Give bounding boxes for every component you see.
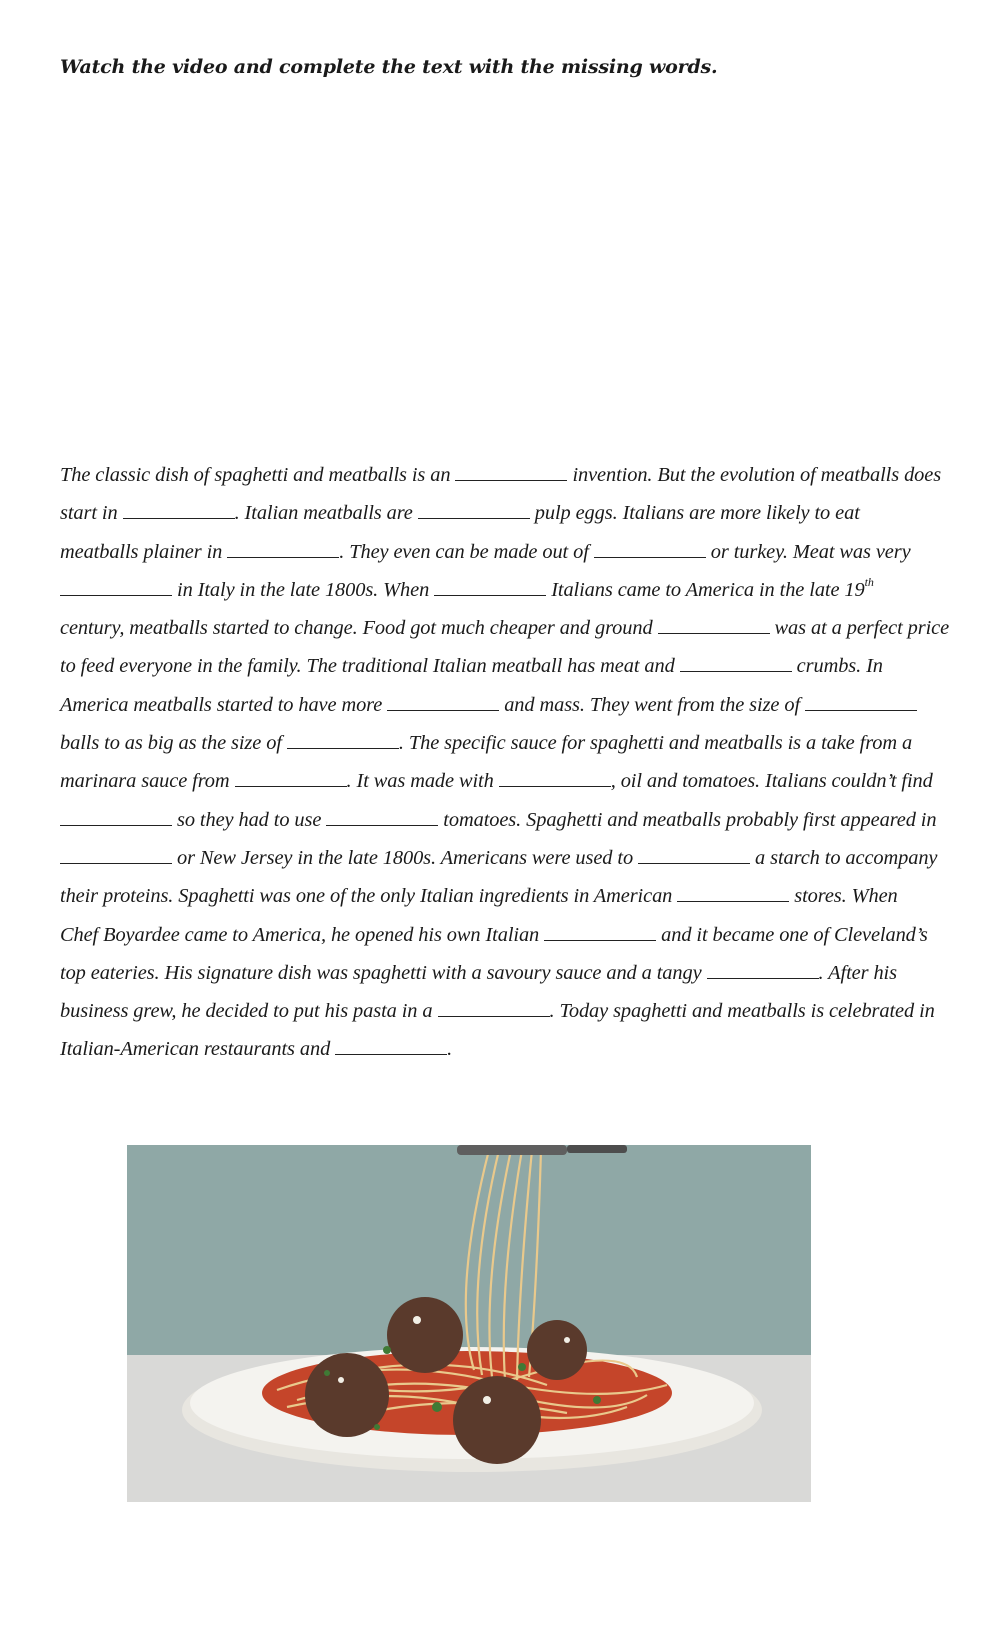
- passage-line: The classic dish of spaghetti and meatballs is an invention. But the evolution of meatballs does: [60, 464, 942, 486]
- passage-line: top eateries. His signature dish was spaghetti with a savoury sauce and a tangy . After his: [60, 961, 897, 984]
- passage-line: to feed everyone in the family. The traditional Italian meatball has meat and crumbs. In: [60, 655, 883, 678]
- passage-line: start in . Italian meatballs are pulp eggs. Italians are more likely to eat: [60, 502, 860, 525]
- passage-line: Chef Boyardee came to America, he opened his own Italian and it became one of Cleveland’s: [60, 923, 928, 946]
- passage-line: so they had to use tomatoes. Spaghetti and meatballs probably first appeared in: [60, 801, 940, 839]
- passage-line: or New Jersey in the late 1800s. Americans were used to a starch to accompany: [60, 839, 940, 877]
- passage-line: marinara sauce from . It was made with , oil and tomatoes. Italians couldn’t find: [60, 770, 933, 793]
- answer-blank[interactable]: [805, 693, 917, 711]
- answer-blank[interactable]: [60, 578, 172, 596]
- answer-blank[interactable]: [60, 808, 172, 826]
- answer-blank[interactable]: [434, 578, 546, 596]
- answer-blank[interactable]: [387, 693, 499, 711]
- answer-blank[interactable]: [438, 999, 550, 1017]
- fill-in-passage: [60, 456, 950, 1069]
- answer-blank[interactable]: [658, 616, 770, 634]
- answer-blank[interactable]: [326, 808, 438, 826]
- instruction-heading: Watch the video and complete the text with the missing words.: [60, 56, 718, 78]
- answer-blank[interactable]: [677, 884, 789, 902]
- passage-line: America meatballs started to have more and mass. They went from the size of: [60, 686, 940, 724]
- passage-line: balls to as big as the size of . The specific sauce for spaghetti and meatballs is a take from a: [60, 732, 913, 755]
- passage-line: their proteins. Spaghetti was one of the only Italian ingredients in American stores. When: [60, 885, 898, 908]
- passage-line: in Italy in the late 1800s. When Italians came to America in the late 19th: [60, 571, 940, 609]
- answer-blank[interactable]: [335, 1037, 447, 1055]
- answer-blank[interactable]: [455, 463, 567, 481]
- answer-blank[interactable]: [60, 846, 172, 864]
- answer-blank[interactable]: [638, 846, 750, 864]
- answer-blank[interactable]: [235, 769, 347, 787]
- passage-line: Italian-American restaurants and .: [60, 1038, 453, 1061]
- answer-blank[interactable]: [227, 540, 339, 558]
- answer-blank[interactable]: [544, 923, 656, 941]
- answer-blank[interactable]: [499, 769, 611, 787]
- spaghetti-meatballs-photo: [127, 1145, 811, 1502]
- answer-blank[interactable]: [418, 501, 530, 519]
- answer-blank[interactable]: [594, 540, 706, 558]
- answer-blank[interactable]: [680, 654, 792, 672]
- passage-line: business grew, he decided to put his pasta in a . Today spaghetti and meatballs is celebrated in: [60, 1000, 935, 1023]
- answer-blank[interactable]: [707, 961, 819, 979]
- passage-line: meatballs plainer in . They even can be made out of or turkey. Meat was very: [60, 540, 911, 563]
- answer-blank[interactable]: [123, 501, 235, 519]
- passage-line: century, meatballs started to change. Food got much cheaper and ground was at a perfect price: [60, 617, 950, 640]
- answer-blank[interactable]: [287, 731, 399, 749]
